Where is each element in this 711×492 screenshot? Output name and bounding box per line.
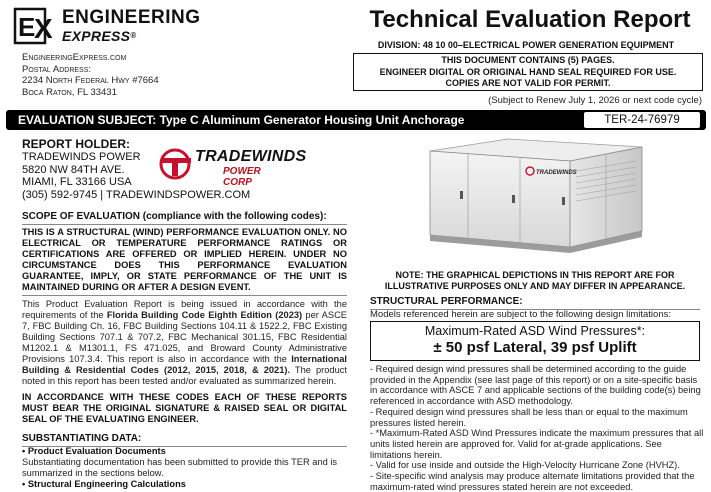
report-title: Technical Evaluation Report bbox=[369, 6, 691, 33]
holder-street: 5820 NW 84TH AVE. bbox=[22, 163, 125, 176]
limitation-item: - *Maximum-Rated ASD Wind Pressures indicate the maximum pressures that all units listed herein are approved for. Valid for at-grade applications. See limitations herein. bbox=[370, 428, 704, 460]
scope-statement: THIS IS A STRUCTURAL (WIND) PERFORMANCE EVALUATION ONLY. NO ELECTRICAL OR TEMPERATURE PERFORMANCE RATINGS OR CERTIFICATIONS ARE OFFERED OR IMPLIED HEREIN. UNDER NO CIRCUMSTANCE DOES THIS PERFORMANCE EVALUATION GUARANTEE, IMPLY, OR STATE PERFORMANCE OF THE UNIT IS MAINTAINED DURING OR AFTER A DESIGN EVENT. bbox=[22, 227, 347, 292]
seal-requirement: IN ACCORDANCE WITH THESE CODES EACH OF THESE REPORTS MUST BEAR THE ORIGINAL SIGNATURE & RAISED SEAL OR DIGITAL SEAL OF THE EVALUATING ENGINEER. bbox=[22, 392, 347, 424]
tradewinds-logo bbox=[159, 148, 307, 188]
structural-performance-heading: STRUCTURAL PERFORMANCE: bbox=[370, 296, 700, 310]
company-address bbox=[22, 52, 159, 98]
company-logo-text bbox=[62, 8, 201, 44]
substantiating-body bbox=[22, 446, 347, 490]
para-text-1: This Product Evaluation Report is being issued in accordance with the requirements of the bbox=[22, 299, 347, 320]
scope-divider bbox=[22, 295, 347, 296]
substantiating-item-1-title: • Product Evaluation Documents bbox=[22, 446, 166, 456]
company-website[interactable]: EngineeringExpress.com bbox=[22, 52, 127, 63]
wind-pressure-label: Maximum-Rated ASD Wind Pressures*: bbox=[424, 324, 646, 338]
holder-city: MIAMI, FL 33166 USA bbox=[22, 176, 132, 188]
holder-company: TRADEWINDS POWER bbox=[22, 151, 141, 163]
substantiating-item-2-title: • Structural Engineering Calculations bbox=[22, 479, 186, 489]
evaluation-subject-bar bbox=[6, 110, 706, 130]
document-notice-box bbox=[353, 53, 703, 91]
engineering-express-logo bbox=[14, 8, 62, 44]
wind-pressure-box bbox=[370, 321, 700, 361]
limitation-item: - Valid for use inside and outside the High-Velocity Hurricane Zone (HVHZ). bbox=[370, 460, 680, 471]
postal-address-label: Postal Address: bbox=[22, 63, 92, 75]
generator-brand-label: TRADEWINDS bbox=[536, 170, 577, 176]
registered-mark: ® bbox=[130, 31, 137, 40]
para-text-2: per ASCE 7, FBC Building Ch. 16, FBC Building Sections 104.11 & 1522.2, FBC Existing Building Sections 707.1 & 707.2, FBC Mechanical 301.15, FBC Residential M1202.1 & M1301.1, FS 471.025, and Broward County Administrative Provisions 107.3.4. This report is also in accordance with the bbox=[22, 310, 347, 364]
code-compliance-paragraph bbox=[22, 299, 347, 387]
evaluation-subject: EVALUATION SUBJECT: Type C Aluminum Generator Housing Unit Anchorage bbox=[18, 113, 465, 127]
company-name: ENGINEERING bbox=[62, 7, 201, 28]
division-label: DIVISION: 48 10 00–ELECTRICAL POWER GENERATION EQUIPMENT bbox=[377, 40, 675, 50]
fbc-edition: Florida Building Code Eighth Edition (2023) bbox=[106, 310, 303, 320]
notice-line-3: COPIES ARE NOT VALID FOR PERMIT. bbox=[445, 78, 611, 88]
svg-text:X: X bbox=[34, 13, 53, 44]
graphical-depiction-note: NOTE: THE GRAPHICAL DEPICTIONS IN THIS REPORT ARE FOR ILLUSTRATIVE PURPOSES ONLY AND MAY DIFFER IN APPEARANCE. bbox=[384, 270, 686, 291]
street-address: 2234 North Federal Hwy #7664 bbox=[22, 75, 159, 86]
report-holder-heading: REPORT HOLDER: bbox=[22, 137, 130, 151]
para-text-3: The product noted in this report has been tested and/or evaluated as summarized herein. bbox=[22, 365, 347, 386]
substantiating-item-1-body: Substantiating documentation has been submitted to provide this TER and is summarized in the sections below. bbox=[22, 457, 338, 478]
substantiating-heading: SUBSTANTIATING DATA: bbox=[22, 433, 347, 447]
generator-housing-image bbox=[420, 135, 650, 261]
ibc-editions: International Building & Residential Codes (2012, 2015, 2018, & 2021). bbox=[22, 354, 347, 375]
notice-line-1: THIS DOCUMENT CONTAINS (5) PAGES. bbox=[441, 55, 615, 65]
ter-number-badge: TER-24-76979 bbox=[584, 112, 700, 128]
city-address: Boca Raton, FL 33431 bbox=[22, 86, 117, 98]
company-subname: EXPRESS bbox=[62, 28, 131, 44]
svg-text:E: E bbox=[18, 12, 36, 42]
limitation-item: - Required design wind pressures shall be less than or equal to the maximum pressures listed herein. bbox=[370, 406, 688, 428]
limitation-item: - Required design wind pressures shall be determined according to the guide provided in the Appendix (see last page of this report) or on a site-specific basis in accordance with ASCE 7 and applicable sections of the building code(s) being referenced in accordance with ASD methodology. bbox=[370, 364, 701, 407]
tradewinds-emblem-icon bbox=[159, 148, 193, 180]
notice-line-2: ENGINEER DIGITAL OR ORIGINAL HAND SEAL REQUIRED FOR USE. bbox=[379, 66, 677, 77]
wind-pressure-value: ± 50 psf Lateral, 39 psf Uplift bbox=[433, 339, 637, 356]
tradewinds-logo-sub: POWER CORP bbox=[223, 166, 261, 188]
structural-intro: Models referenced herein are subject to the following design limitations: bbox=[370, 309, 671, 320]
holder-contact[interactable]: (305) 592-9745 | TRADEWINDSPOWER.COM bbox=[22, 188, 251, 201]
design-limitations-list bbox=[370, 364, 705, 492]
scope-heading: SCOPE OF EVALUATION (compliance with the following codes): bbox=[22, 211, 347, 225]
tradewinds-logo-name: TRADEWINDS bbox=[195, 148, 307, 165]
limitation-item: - Site-specific wind analysis may produce alternate limitations provided that the maximum-rated wind pressures stated herein are not exceeded. bbox=[370, 471, 695, 492]
renewal-note: (Subject to Renew July 1, 2026 or next code cycle) bbox=[488, 95, 702, 106]
